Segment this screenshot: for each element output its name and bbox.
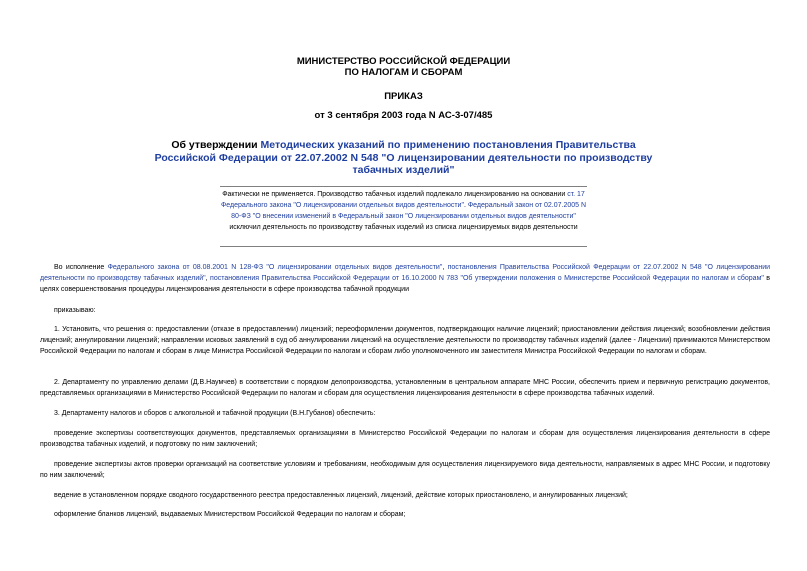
note-text-3: исключил деятельность по производству табачных изделий из списка лицензируемых видов деятельности xyxy=(229,224,578,231)
paragraph-item-3: 3. Департаменту налогов и сборов с алкогольной и табачной продукции (В.Н.Губанов) обеспечить: xyxy=(54,410,376,417)
paragraph-item-3-4: оформление бланков лицензий, выдаваемых Министерством Российской Федерации по налогам и сборам; xyxy=(54,511,406,518)
ministry-name-line2: ПО НАЛОГАМ И СБОРАМ xyxy=(344,67,463,78)
paragraph-item-3-1: проведение экспертизы соответствующих документов, представляемых организациями в Министерство Российской Федерации по налогам и сборам для осуществления лицензирования деятельности в сфере производства табачных изделий, и подготовку по ним заключений; xyxy=(40,430,770,448)
document-type: ПРИКАЗ xyxy=(384,91,423,102)
note-link-law-80fz[interactable]: Федеральный закон от 02.07.2005 N 80-ФЗ "О внесении изменений в Федеральный закон "О лицензировании отдельных видов деятельности" xyxy=(231,202,587,220)
note-text-1: Фактически не применяется. Производство табачных изделий подлежало лицензированию на основании xyxy=(222,191,568,198)
preamble-text-3: , xyxy=(205,275,211,282)
note-text-2: . xyxy=(463,202,468,209)
document-title xyxy=(150,139,657,177)
note-bottom-divider xyxy=(220,246,587,247)
paragraph-order: приказываю: xyxy=(54,307,96,314)
note-link-article-17[interactable]: ст. 17 Федерального закона "О лицензировании отдельных видов деятельности" xyxy=(220,191,585,209)
link-resolution-783[interactable]: постановления Правительства Российской Федерации от 16.10.2000 N 783 "Об утверждении положения о Министерстве Российской Федерации по налогам и сборам" xyxy=(210,275,764,282)
preamble-text-2: , xyxy=(442,264,448,271)
paragraph-preamble xyxy=(40,262,770,295)
preamble-text-4: в целях совершенствования процедуры лицензирования деятельности в сфере производства табачной продукции xyxy=(40,275,771,293)
document-date-number: от 3 сентября 2003 года N АС-3-07/485 xyxy=(314,110,493,121)
link-resolution-548[interactable]: постановления Правительства Российской Федерации от 22.07.2002 N 548 "О лицензировании деятельности по производству табачных изделий" xyxy=(40,264,771,282)
ministry-name-line1: МИНИСТЕРСТВО РОССИЙСКОЙ ФЕДЕРАЦИИ xyxy=(296,56,511,67)
title-prefix: Об утверждении xyxy=(171,139,261,151)
preamble-text-1: Во исполнение xyxy=(54,264,108,271)
paragraph-item-2: 2. Департаменту по управлению делами (Д.В.Наумчев) в соответствии с порядком делопроизводства, установленным в центральном аппарате МНС России, обеспечить прием и первичную регистрацию документов, представляемых организациями в Министерство Российской Федерации по налогам и сборам для осуществления лицензирования деятельности в сфере производства табачных изделий. xyxy=(40,379,770,397)
title-link[interactable]: Методических указаний по применению постановления Правительства Российской Федерации от 22.07.2002 N 548 "О лицензировании деятельности по производству табачных изделий" xyxy=(154,139,653,176)
paragraph-item-3-2: проведение экспертизы актов проверки организаций на соответствие условиям и требованиям, необходимым для осуществления лицензируемого вида деятельности, направляемых в адрес МНС России, и подготовку по ним заключений; xyxy=(40,461,770,479)
note-top-divider xyxy=(220,186,587,187)
paragraph-item-3-3: ведение в установленном порядке сводного государственного реестра предоставленных лицензий, лицензий, действие которых приостановлено, и аннулированных лицензий; xyxy=(54,492,628,499)
paragraph-item-1: 1. Установить, что решения о: предоставлении (отказе в предоставлении) лицензий; переоформлении документов, подтверждающих наличие лицензий; приостановлении действия лицензий; возобновлении действия лицензий; аннулировании лицензий; направлении исковых заявлений в суд об аннулировании лицензий на осуществление деятельности по производству табачных изделий (далее - Лицензии) принимаются Министерством Российской Федерации по налогам и сборам в лице Министра Российской Федерации по налогам и сборам либо уполномоченного им заместителя Министра Российской Федерации по налогам и сборам. xyxy=(40,326,770,355)
applicability-note xyxy=(220,189,587,233)
link-law-128fz[interactable]: Федерального закона от 08.08.2001 N 128-ФЗ "О лицензировании отдельных видов деятельности" xyxy=(107,264,443,271)
